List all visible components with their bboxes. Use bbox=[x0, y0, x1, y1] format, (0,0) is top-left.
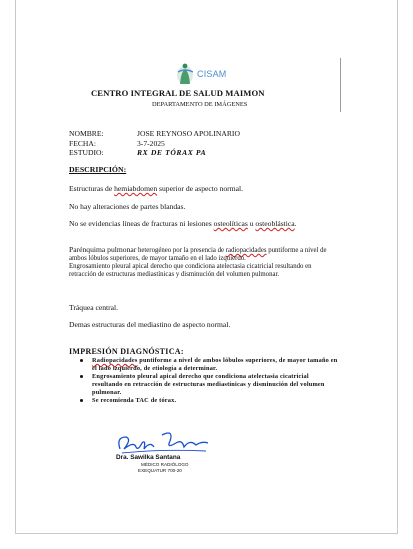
bullet-icon bbox=[80, 399, 83, 402]
text-run: Engrosamiento pleural apical derecho que condiciona atelectasia cicatricial resultando en retracción de estructuras mediastínicas y disminución del volumen pulmonar. bbox=[69, 263, 312, 278]
paragraph-trachea: Tráquea central. bbox=[69, 303, 119, 312]
list-item bbox=[78, 357, 340, 373]
text-run: Engrosamiento pleural apical derecho que condiciona atelectasia cicatricial resultando en retracción de estructuras mediastínicas y disminución del volumen pulmonar. bbox=[92, 373, 325, 396]
name-value: JOSE REYNOSO APOLINARIO bbox=[137, 129, 240, 138]
signature-license: EXEQUATUR 700-20 bbox=[138, 468, 182, 473]
date-label: FECHA: bbox=[69, 139, 97, 148]
paragraph-parenchyma bbox=[69, 246, 339, 279]
list-item bbox=[78, 373, 340, 397]
text-run: superior de aspecto normal. bbox=[157, 184, 243, 193]
signature-name: Dra. Sawilka Santana bbox=[116, 454, 181, 461]
text-run: Se recomienda TAC de tórax. bbox=[92, 397, 177, 404]
center-name: CENTRO INTEGRAL DE SALUD MAIMON bbox=[91, 88, 265, 98]
description-title: DESCRIPCIÓN: bbox=[69, 165, 127, 174]
text-run: heterogéneo por la presencia de bbox=[136, 247, 226, 254]
signature-role: MÉDICO RADIÓLOGO bbox=[141, 462, 189, 467]
study-label: ESTUDIO: bbox=[69, 148, 104, 157]
text-run: . bbox=[294, 219, 297, 228]
logo-text: CISAM bbox=[197, 69, 227, 79]
misspelled-word: radiopacidades bbox=[225, 247, 267, 254]
misspelled-word: osteolíticas bbox=[213, 219, 248, 228]
paragraph-fractures bbox=[69, 219, 339, 228]
misspelled-word: hemiabdomen bbox=[114, 184, 158, 193]
text-cursor-margin bbox=[340, 58, 341, 112]
paragraph-abdomen bbox=[69, 184, 339, 193]
bullet-icon bbox=[80, 359, 83, 362]
misspelled-word: Radiopacidades bbox=[92, 357, 138, 364]
list-item bbox=[78, 397, 340, 405]
logo-figure-icon bbox=[175, 60, 199, 86]
bullet-icon bbox=[80, 375, 83, 378]
name-label: NOMBRE: bbox=[69, 129, 104, 138]
date-value: 3-7-2025 bbox=[137, 139, 165, 148]
paragraph-mediastinum: Demas estructuras del mediastino de aspecto normal. bbox=[69, 320, 231, 329]
cisam-logo bbox=[175, 60, 235, 90]
paragraph-soft-tissue: No hay alteraciones de partes blandas. bbox=[69, 202, 186, 211]
text-run: puntiforme a nivel de ambos lóbulos superiores, de mayor tamaño en el lado izquierdo. bbox=[69, 247, 327, 262]
department-name: DEPARTAMENTO DE IMÁGENES bbox=[152, 101, 248, 108]
text-run: No se evidencias líneas de fracturas ni lesiones bbox=[69, 219, 214, 228]
text-run: puntiforme a nivel de ambos lóbulos superiores, de mayor tamaño en el lado izquierdo, de etiología a determinar. bbox=[92, 357, 338, 372]
text-run: Estructuras de bbox=[69, 184, 115, 193]
impression-title: IMPRESIÓN DIAGNÓSTICA: bbox=[69, 347, 184, 356]
misspelled-word: osteoblástica bbox=[255, 219, 295, 228]
text-run: Parénquima pulmonar bbox=[69, 245, 137, 254]
study-value: RX DE TÓRAX PA bbox=[137, 148, 207, 157]
text-run: u bbox=[247, 219, 256, 228]
impression-list bbox=[78, 357, 340, 405]
